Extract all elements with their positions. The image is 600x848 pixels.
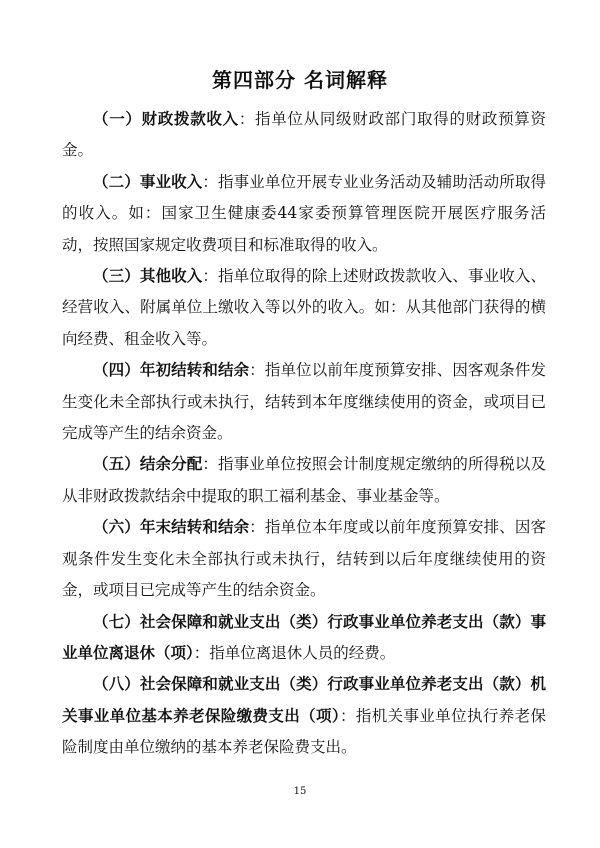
glossary-term: （五）结余分配	[93, 455, 203, 474]
glossary-term: （一）财政拨款收入	[93, 110, 239, 128]
glossary-entry-7	[62, 607, 546, 670]
glossary-definition: ：指单位取得的除上述财政拨款收入、事业收入、经营收入、附属单位上缴收入等以外的收入。如：从其他部门获得的横向经费、租金收入等。	[62, 267, 546, 348]
glossary-entry-8	[62, 669, 546, 763]
page-title: 第四部分 名词解释	[212, 68, 388, 92]
glossary-definition: ：指单位从同级财政部门取得的财政预算资金。	[62, 110, 546, 160]
glossary-term: （三）其他收入	[93, 267, 203, 286]
glossary-entry-4	[62, 355, 546, 449]
glossary-definition: ：指单位离退休人员的经费。	[193, 643, 396, 662]
glossary-definition: ：指机关事业单位执行养老保险制度由单位缴纳的基本养老保险费支出。	[62, 706, 546, 757]
glossary-definition: ：指事业单位按照会计制度规定缴纳的所得税以及从非财政拨款结余中提取的职工福利基金、事业基金等。	[62, 455, 546, 505]
glossary-entry-3	[62, 261, 546, 355]
glossary-definition: ：指单位本年度或以前年度预算安排、因客观条件发生变化未全部执行或未执行，结转到以后年度继续使用的资金，或项目已完成等产生的结余资金。	[62, 518, 546, 600]
glossary-term: （二）事业收入	[93, 172, 203, 191]
glossary-term: （六）年末结转和结余	[93, 518, 250, 537]
page-number: 15	[293, 786, 307, 797]
glossary-term: （七）社会保障和就业支出（类）行政事业单位养老支出（款）事业单位离退休（项）	[62, 612, 546, 662]
glossary-term: （四）年初结转和结余	[93, 361, 250, 380]
glossary-body	[62, 104, 546, 764]
glossary-definition: ：指事业单位开展专业业务活动及辅助活动所取得的收入。如：国家卫生健康委44家委预算管理医院开展医疗服务活动，按照国家规定收费项目和标准取得的收入。	[62, 172, 546, 254]
glossary-entry-5	[62, 449, 546, 512]
glossary-term: （八）社会保障和就业支出（类）行政事业单位养老支出（款）机关事业单位基本养老保险缴费支出（项）	[62, 675, 546, 725]
glossary-entry-6	[62, 512, 546, 606]
glossary-definition: ：指单位以前年度预算安排、因客观条件发生变化未全部执行或未执行，结转到本年度继续使用的资金，或项目已完成等产生的结余资金。	[62, 361, 546, 443]
glossary-entry-2	[62, 167, 546, 261]
glossary-entry-1	[62, 104, 546, 167]
